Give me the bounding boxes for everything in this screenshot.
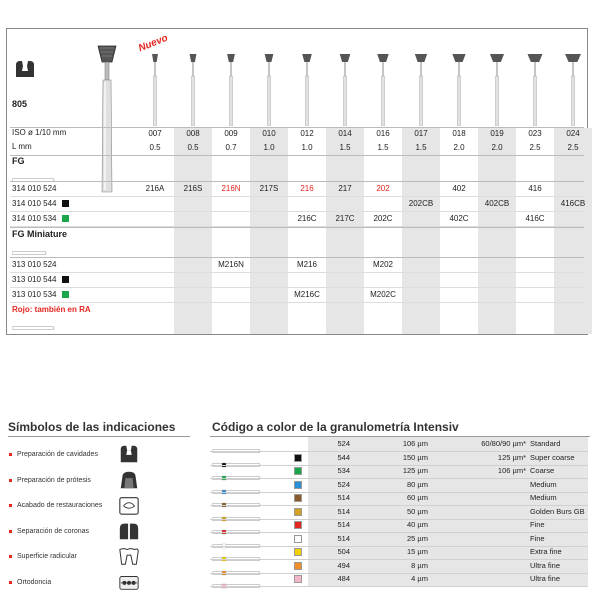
restoration-finishing-icon <box>118 494 140 516</box>
size-cell: 018 <box>452 129 466 138</box>
bur-size-icon <box>261 50 277 126</box>
grit-code: 514 <box>337 520 350 529</box>
bur-size-icon <box>223 50 239 126</box>
divider <box>10 127 584 128</box>
divider <box>10 287 584 288</box>
product-code: 805 <box>12 99 28 109</box>
length-cell: 1.5 <box>415 143 427 152</box>
bur-size-icon <box>565 50 581 126</box>
grit-code: 514 <box>337 533 350 543</box>
grit-bur-icon <box>212 563 262 569</box>
fg-article-cell: 216A <box>145 184 165 193</box>
bur-size-icon <box>375 50 391 126</box>
grit-bur-icon <box>212 549 262 555</box>
grit-name: Golden Burs GB <box>530 506 585 516</box>
fg-article-cell: 217C <box>335 214 355 223</box>
grit-name: Super coarse <box>530 452 575 462</box>
grit-code: 524 <box>337 479 350 489</box>
grit-code: 504 <box>337 547 350 556</box>
grit-color-swatch <box>294 508 302 516</box>
grit-code: 514 <box>337 493 350 502</box>
size-cell: 014 <box>338 129 352 138</box>
grit-size: 80 µm <box>407 479 428 489</box>
ra-shank-icon <box>12 318 56 324</box>
grit-code: 524 <box>337 439 350 448</box>
grit-bur-icon <box>212 576 262 582</box>
bur-size-icon <box>337 50 353 126</box>
divider <box>10 181 584 182</box>
grit-size: 50 µm <box>407 506 428 516</box>
mini-grit-swatch <box>62 291 69 298</box>
column-band <box>402 128 440 334</box>
grit-name: Medium <box>530 493 557 502</box>
size-cell: 009 <box>224 129 238 138</box>
fg-article-cell: 202CB <box>408 199 434 208</box>
bullet <box>9 530 12 533</box>
size-cell: 016 <box>376 129 390 138</box>
divider <box>10 227 584 228</box>
grit-color-swatch <box>294 481 302 489</box>
fg-article-cell: 216S <box>183 184 203 193</box>
grit-iso-size: 60/80/90 µm* <box>481 439 526 448</box>
fg-section-title: FG <box>12 156 25 166</box>
bullet <box>9 453 12 456</box>
length-cell: 2.0 <box>453 143 465 152</box>
grit-name: Coarse <box>530 466 555 475</box>
length-cell: 1.5 <box>377 143 389 152</box>
size-cell: 007 <box>148 129 162 138</box>
mini-grit-swatch <box>62 276 69 283</box>
fg-code: 314 010 544 <box>12 199 57 208</box>
divider <box>10 196 584 197</box>
symbol-label: Superficie radicular <box>17 553 77 560</box>
grit-code: 534 <box>337 466 350 475</box>
grit-color-swatch <box>294 548 302 556</box>
fg-grit-swatch <box>62 215 69 222</box>
fg-code: 314 010 534 <box>12 214 57 223</box>
length-cell: 2.5 <box>529 143 541 152</box>
grit-code: 494 <box>337 560 350 570</box>
size-cell: 023 <box>528 129 542 138</box>
grit-name: Ultra fine <box>530 574 561 583</box>
grit-color-swatch <box>294 467 302 475</box>
divider <box>10 272 584 273</box>
size-cell: 019 <box>490 129 504 138</box>
grit-iso-size: 125 µm* <box>497 452 526 462</box>
length-cell: 2.0 <box>491 143 503 152</box>
grit-size: 15 µm <box>407 547 428 556</box>
fg-grit-swatch <box>62 200 69 207</box>
size-cell: 012 <box>300 129 314 138</box>
grit-size: 4 µm <box>411 574 428 583</box>
grit-color-swatch <box>294 535 302 543</box>
fg-miniature-title: FG Miniature <box>12 229 68 239</box>
fg-article-cell: 216N <box>221 184 241 193</box>
fg-article-cell: 202C <box>373 214 393 223</box>
length-cell: 1.5 <box>339 143 351 152</box>
main-bur-image <box>94 42 120 202</box>
grit-iso-size: 106 µm* <box>497 466 526 475</box>
symbol-label: Preparación de prótesis <box>17 476 91 484</box>
cavity-prep-icon <box>118 443 140 465</box>
fg-article-cell: 402 <box>452 184 466 193</box>
bullet <box>9 555 12 558</box>
grit-color-swatch <box>294 575 302 583</box>
bur-size-icon <box>185 50 201 126</box>
grit-color-swatch <box>294 521 302 529</box>
bullet <box>9 581 12 584</box>
symbol-label: Preparación de cavidades <box>17 451 98 458</box>
grit-size: 8 µm <box>411 560 428 570</box>
fg-article-cell: 416CB <box>560 199 586 208</box>
size-cell: 024 <box>566 129 580 138</box>
fg-article-cell: 202 <box>376 184 390 193</box>
symbol-label: Acabado de restauraciones <box>17 502 103 509</box>
grit-size: 25 µm <box>407 533 428 543</box>
length-cell: 1.0 <box>263 143 275 152</box>
bur-size-icon <box>451 50 467 126</box>
grit-size: 106 µm <box>402 439 428 448</box>
divider <box>10 257 584 258</box>
root-surface-icon <box>118 545 140 567</box>
iso-label: ISO ø 1/10 mm <box>12 128 67 137</box>
grit-color-swatch <box>294 454 302 462</box>
grit-size: 125 µm <box>402 466 428 475</box>
fg-article-cell: 402CB <box>484 199 510 208</box>
size-cell: 017 <box>414 129 428 138</box>
mini-article-cell: M202 <box>372 260 393 269</box>
fg-miniature-shank-icon <box>12 243 48 249</box>
symbol-label: Separación de coronas <box>17 527 89 535</box>
symbols-title: Símbolos de las indicaciones <box>8 420 176 434</box>
bur-size-icon <box>489 50 505 126</box>
fg-code: 314 010 524 <box>12 184 57 193</box>
grit-name: Extra fine <box>530 547 562 556</box>
mini-article-cell: M202C <box>370 290 396 299</box>
grit-bur-icon <box>212 495 262 501</box>
length-cell: 0.5 <box>187 143 199 152</box>
grit-code: 514 <box>337 506 350 516</box>
mini-article-cell: M216C <box>294 290 320 299</box>
fg-article-cell: 416 <box>528 184 542 193</box>
column-band <box>174 128 212 334</box>
fg-article-cell: 217 <box>338 184 352 193</box>
mini-article-cell: M216 <box>296 260 317 269</box>
grit-size: 150 µm <box>402 452 428 462</box>
crown-prep-icon <box>118 469 140 491</box>
mini-code: 313 010 524 <box>12 260 57 269</box>
bur-size-icon <box>413 50 429 126</box>
mini-article-cell: M216N <box>218 260 244 269</box>
grit-size: 40 µm <box>407 520 428 529</box>
bur-size-icon <box>527 50 543 126</box>
grit-bur-icon <box>212 441 262 447</box>
grit-name: Fine <box>530 520 545 529</box>
red-note: Rojo: también en RA <box>12 305 91 314</box>
grit-bur-icon <box>212 522 262 528</box>
bullet <box>9 479 12 482</box>
cavity-prep-icon <box>14 60 36 78</box>
grit-name: Standard <box>530 439 561 448</box>
divider <box>10 302 584 303</box>
fg-article-cell: 217S <box>259 184 279 193</box>
symbol-label: Ortodoncia <box>17 578 52 586</box>
divider <box>210 586 588 587</box>
fg-article-cell: 416C <box>525 214 545 223</box>
column-band <box>554 128 592 334</box>
length-cell: 0.5 <box>149 143 161 152</box>
orthodontics-icon <box>118 571 140 593</box>
grit-title: Código a color de la granulometría Intensiv <box>212 420 459 434</box>
divider <box>8 436 190 437</box>
length-cell: 0.7 <box>225 143 237 152</box>
grit-code: 484 <box>337 574 350 583</box>
mini-code: 313 010 544 <box>12 275 57 284</box>
fg-article-cell: 216 <box>300 184 314 193</box>
grit-bur-icon <box>212 509 262 515</box>
new-badge: Nuevo <box>137 32 170 55</box>
crown-separation-icon <box>118 520 140 542</box>
bur-size-icon <box>299 50 315 126</box>
bur-size-icon <box>147 50 163 126</box>
grit-size: 60 µm <box>407 493 428 502</box>
fg-article-cell: 402C <box>449 214 469 223</box>
length-label: L mm <box>12 142 32 151</box>
grit-color-swatch <box>294 494 302 502</box>
grit-bur-icon <box>212 455 262 461</box>
grit-code: 544 <box>337 452 350 462</box>
divider <box>10 211 584 212</box>
column-band <box>250 128 288 334</box>
divider <box>10 155 584 156</box>
grit-name: Fine <box>530 533 545 543</box>
grit-bur-icon <box>212 468 262 474</box>
grit-name: Medium <box>530 479 557 489</box>
size-cell: 010 <box>262 129 276 138</box>
grit-bur-icon <box>212 536 262 542</box>
length-cell: 2.5 <box>567 143 579 152</box>
column-band <box>326 128 364 334</box>
bullet <box>9 504 12 507</box>
size-cell: 008 <box>186 129 200 138</box>
column-band <box>478 128 516 334</box>
fg-shank-icon <box>12 170 56 176</box>
length-cell: 1.0 <box>301 143 313 152</box>
grit-name: Ultra fine <box>530 560 561 570</box>
grit-bur-icon <box>212 482 262 488</box>
fg-article-cell: 216C <box>297 214 317 223</box>
grit-color-swatch <box>294 562 302 570</box>
mini-code: 313 010 534 <box>12 290 57 299</box>
